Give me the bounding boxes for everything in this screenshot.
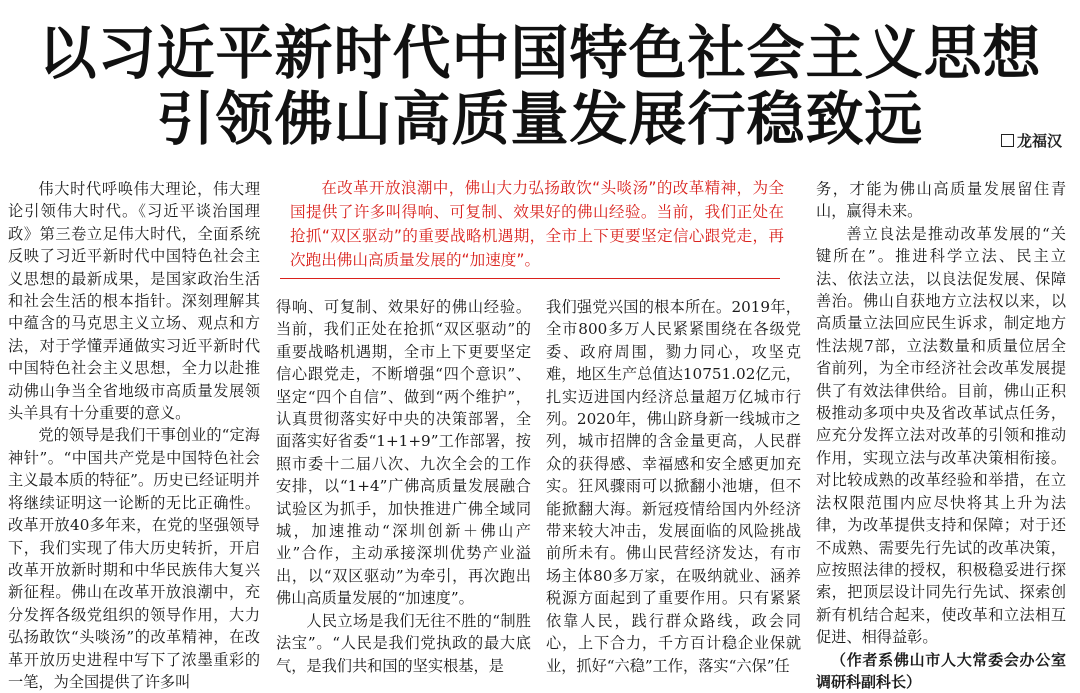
- column-4: [816, 178, 1066, 691]
- pull-quote: 在改革开放浪潮中，佛山大力弘扬敢饮“头啖汤”的改革精神，为全国提供了许多叫得响、可复制、效果好的佛山经验。当前，我们正处在抢抓“双区驱动”的重要战略机遇期，全市上下更要坚定信心跟党走，再次跑出佛山高质量发展的“加速度”。: [290, 179, 784, 269]
- paragraph: 务，才能为佛山高质量发展留住青山，赢得未来。: [816, 180, 1066, 221]
- byline: [1001, 130, 1062, 151]
- headline-line-1: 以习近平新时代中国特色社会主义思想: [38, 19, 1042, 87]
- column-1: [8, 178, 260, 691]
- paragraph: 伟大时代呼唤伟大理论，伟大理论引领伟大时代。《习近平谈治国理政》第三卷立足伟大时代，全面系统反映了习近平新时代中国特色社会主义思想的最新成果，是国家政治生活和社会生活的根本指针。深刻理解其中蕴含的马克思主义立场、观点和方法，对于学懂弄通做实习近平新时代中国特色社会主义思想，全力以赴推动佛山争当全省地级市高质量发展领头羊具有十分重要的意义。: [8, 180, 260, 423]
- pull-quote-rule: [280, 278, 780, 279]
- byline-author: 龙福汉: [1016, 132, 1062, 150]
- author-note: （作者系佛山市人大常委会办公室调研科副科长）: [816, 650, 1066, 691]
- byline-box-icon: [1001, 134, 1014, 147]
- paragraph: 我们强党兴国的根本所在。2019年，全市800多万人民紧紧围绕在各级党委、政府周围，勠力同心，攻坚克难，地区生产总值达10751.02亿元，扎实迈进国内经济总量超万亿城市行列。2020年，佛山跻身新一线城市之列，城市招牌的含金量更高，人民群众的获得感、幸福感和安全感更加充实。狂风骤雨可以掀翻小池塘，但不能掀翻大海。新冠疫情给国内外经济带来较大冲击，发展面临的风险挑战前所未有。佛山民营经济发达，有市场主体80多万家，在吸纳就业、涵养税源方面起到了重要作用。只有紧紧依靠人民，践行群众路线，政会同心，上下合力，千方百计稳企业保就业，抓好“六稳”工作，落实“六保”任: [546, 298, 801, 675]
- column-3: [546, 296, 801, 674]
- headline-line-2: 引领佛山高质量发展行稳致远: [156, 85, 924, 153]
- paragraph: 人民立场是我们无往不胜的“制胜法宝”。“人民是我们党执政的最大底气，是我们共和国的坚实根基，是: [276, 611, 531, 675]
- paragraph: 得响、可复制、效果好的佛山经验。当前，我们正处在抢抓“双区驱动”的重要战略机遇期，全市上下更要坚定信心跟党走，不断增强“四个意识”、坚定“四个自信”、做到“两个维护”，认真贯彻落实好中央的决策部署，全面落实好省委“1+1+9”工作部署，按照市委十二届八次、九次全会的工作安排，以“1+4”广佛高质量发展融合试验区为抓手，加快推进广佛全域同城，加速推动“深圳创新＋佛山产业”合作，主动承接深圳优势产业溢出，以“双区驱动”为牵引，再次跑出佛山高质量发展的“加速度”。: [276, 298, 531, 608]
- paragraph: 党的领导是我们干事创业的“定海神针”。“中国共产党是中国特色社会主义最本质的特征”。历史已经证明并将继续证明这一论断的无比正确性。改革开放40多年来，在党的坚强领导下，我们实现了伟大历史转折，开启改革开放新时期和中华民族伟大复兴新征程。佛山在改革开放浪潮中，充分发挥各级党组织的领导作用，大力弘扬敢饮“头啖汤”的改革精神，在改革开放历史进程中写下了浓墨重彩的一笔，为全国提供了许多叫: [8, 426, 260, 691]
- column-2: [276, 296, 531, 674]
- paragraph: 善立良法是推动改革发展的“关键所在”。推进科学立法、民主立法、依法立法，以良法促发展、保障善治。佛山自获地方立法权以来，以高质量立法回应民生诉求，制定地方性法规7部，立法数量和质量位居全省前列，为全市经济社会改革发展提供了有效法律供给。目前，佛山正积极推动多项中央及省改革试点任务，应充分发挥立法对改革的引领和推动作用，实现立法与改革决策相衔接。对比较成熟的改革经验和举措，在立法权限范围内应尽快将其上升为法律，为改革提供支持和保障；对于还不成熟、需要先行先试的改革决策，应按照法律的授权，积极稳妥进行探索，把顶层设计同先行先试、探索创新有机结合起来，使改革和立法相互促进、相得益彰。: [816, 224, 1066, 647]
